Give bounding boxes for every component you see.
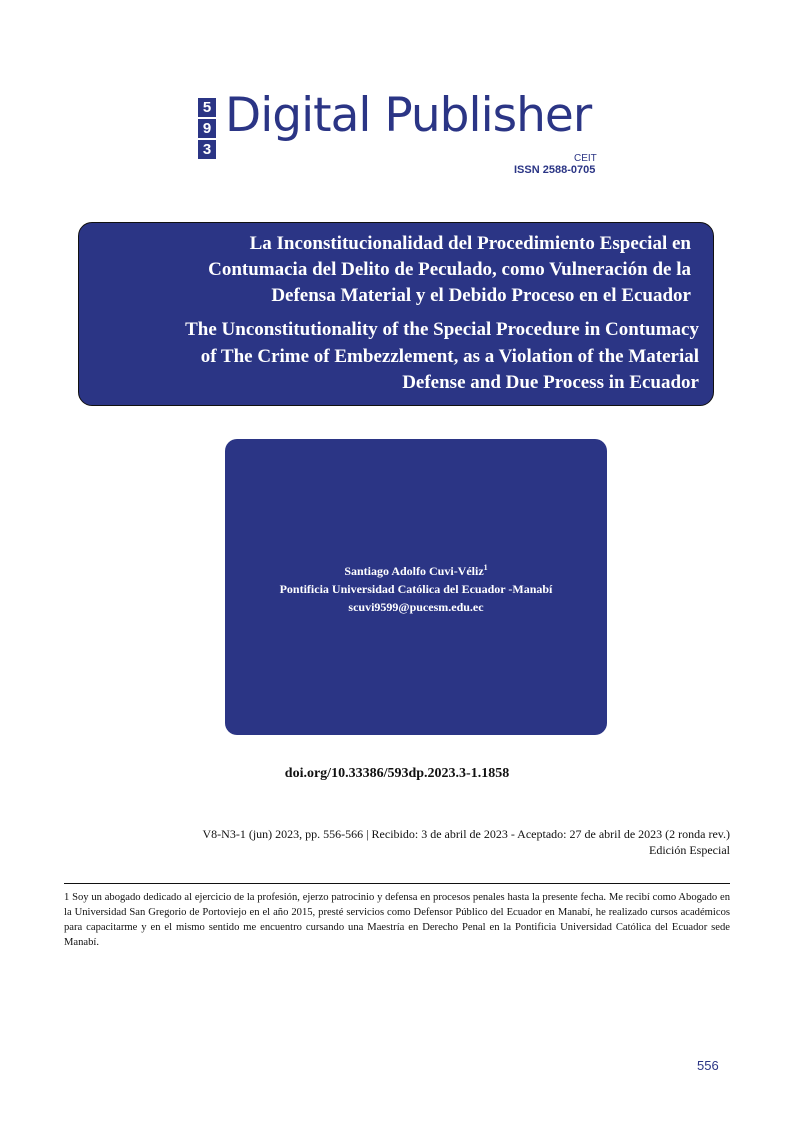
logo-digit-stack	[198, 98, 218, 161]
logo-digit: 5	[198, 98, 216, 117]
edition-label: Edición Especial	[649, 843, 730, 857]
page-number: 556	[697, 1058, 719, 1073]
author-box	[225, 439, 607, 735]
author-name: Santiago Adolfo Cuvi-Véliz	[344, 564, 484, 578]
author-name-line	[225, 559, 607, 580]
title-spanish-line: Defensa Material y el Debido Proceso en el Ecuador	[271, 285, 691, 306]
footnote-divider	[64, 883, 730, 884]
title-spanish-line: Contumacia del Delito de Peculado, como Vulneración de la	[208, 259, 691, 280]
title-english-line: The Unconstitutionality of the Special Procedure in Contumacy	[185, 319, 699, 340]
logo-digit: 3	[198, 140, 216, 159]
title-english-line: of The Crime of Embezzlement, as a Violation of the Material	[200, 345, 699, 367]
author-affiliation: Pontificia Universidad Católica del Ecuador -Manabí	[279, 582, 553, 596]
logo-title: Digital Publisher	[225, 88, 592, 143]
logo-subtitle: CEIT	[574, 153, 597, 164]
doi-link[interactable]: doi.org/10.33386/593dp.2023.3-1.1858	[284, 766, 510, 781]
author-footnote-mark: 1	[483, 563, 488, 572]
publication-meta-line: V8-N3-1 (jun) 2023, pp. 556-566 | Recibido: 3 de abril de 2023 - Aceptado: 27 de abril de 2023 (2 ronda rev.)	[202, 827, 730, 841]
logo-issn: ISSN 2588-0705	[514, 164, 596, 176]
article-title-box	[78, 222, 714, 406]
footnote-text: 1 Soy un abogado dedicado al ejercicio de la profesión, ejerzo patrocinio y defensa en procesos penales hasta la presente fecha. Me recibí como Abogado en la Universidad San Gregorio de Portoviejo en el año 2015, presté servicios como Defensor Público del Ecuador en Manabí, he realizado cursos académicos para capacitarme y en el mismo sentido me encuentro cursando una Maestría en Derecho Penal en la Pontificia Universidad Católica del Ecuador sede Manabí.	[64, 892, 730, 948]
journal-logo	[198, 88, 618, 186]
title-spanish	[99, 231, 699, 309]
author-email[interactable]: scuvi9599@pucesm.edu.ec	[348, 600, 484, 614]
logo-digit: 9	[198, 119, 216, 138]
title-english	[99, 317, 699, 397]
title-spanish-line: La Inconstitucionalidad del Procedimiento Especial en	[249, 233, 691, 254]
title-english-line: Defense and Due Process in Ecuador	[402, 372, 699, 393]
author-info	[225, 559, 607, 616]
publication-meta	[203, 826, 731, 858]
